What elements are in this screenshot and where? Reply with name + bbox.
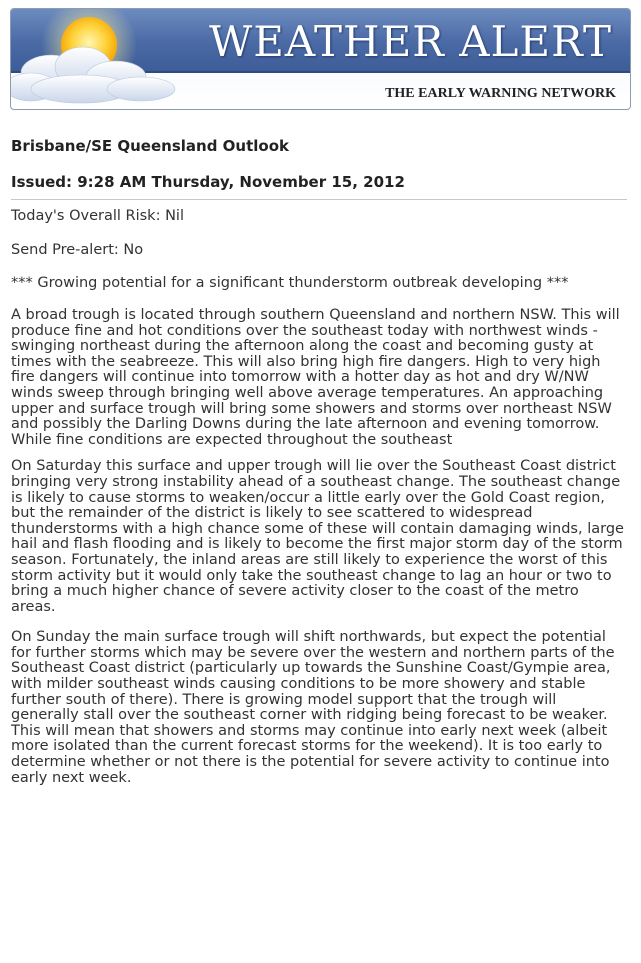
banner-title: WEATHER ALERT <box>209 17 612 66</box>
alert-headline: *** Growing potential for a significant thunderstorm outbreak developing *** <box>11 275 569 291</box>
pre-alert-text: Send Pre-alert: No <box>11 242 144 258</box>
issued-heading: Issued: 9:28 AM Thursday, November 15, 2012 <box>11 173 405 191</box>
divider <box>11 199 627 200</box>
forecast-paragraph: A broad trough is located through southern Queensland and northern NSW. This will produce fine and hot conditions over the southeast today with northwest winds - swinging northeast during the afternoon along the coast and becoming gusty at times with the seabreeze. This will also bring high fire dangers. High to very high fire dangers will continue into tomorrow with a hotter day as hot and dry W/NW winds sweep through bringing well above average temperatures. An approaching upper and surface trough will bring some showers and storms over northeast NSW and possibly the Darling Downs during the late afternoon and evening tomorrow. While fine conditions are expected throughout the southeast <box>11 307 620 448</box>
outlook-content <box>0 137 641 786</box>
forecast-paragraph: On Sunday the main surface trough will shift northwards, but expect the potential for further storms which may be severe over the western and northern parts of the Southeast Coast district (particularly up towards the Sunshine Coast/Gympie area, with milder southeast winds causing conditions to be more showery and stable further south of there). There is growing model support that the trough will generally stall over the southeast corner with ridging being forecast to be weaker. This will mean that showers and storms may continue into early next week (albeit more isolated than the current forecast storms for the weekend). It is too early to determine whether or not there is the potential for severe activity to continue into early next week. <box>11 629 615 786</box>
weather-alert-banner <box>10 8 631 110</box>
outlook-region-heading: Brisbane/SE Queensland Outlook <box>11 137 289 155</box>
overall-risk-text: Today's Overall Risk: Nil <box>11 208 184 224</box>
banner-subtitle: THE EARLY WARNING NETWORK <box>385 86 616 101</box>
forecast-paragraph: On Saturday this surface and upper trough will lie over the Southeast Coast district bringing very strong instability ahead of a southeast change. The southeast change is likely to cause storms to weaken/occur a little early over the Gold Coast region, but the remainder of the district is likely to see scattered to widespread thunderstorms with a high chance some of these will contain damaging winds, large hail and flash flooding and is likely to become the first major storm day of the storm season. Fortunately, the inland areas are still likely to experience the worst of this storm activity but it would only take the southeast change to lag an hour or two to bring a much higher chance of severe activity closer to the coast of the metro areas. <box>11 458 624 615</box>
sun-cloud-icon <box>11 9 181 109</box>
